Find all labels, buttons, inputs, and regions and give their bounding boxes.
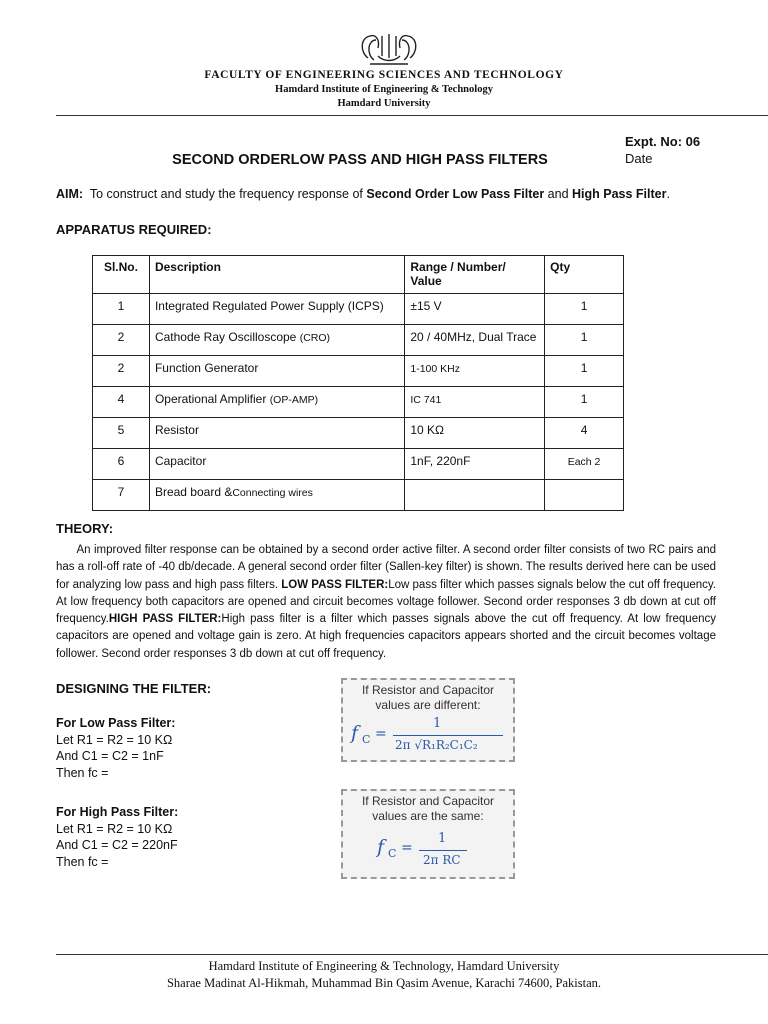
table-cell <box>149 325 404 356</box>
table-cell <box>93 449 150 480</box>
formula-lhs: f <box>377 836 385 858</box>
high-pass-fc: Then fc = <box>56 854 109 869</box>
column-header: Range / Number/ Value <box>405 256 545 294</box>
serial-number: 1 <box>117 299 125 313</box>
item-range: 1nF, 220nF <box>410 454 471 468</box>
table-row <box>93 418 624 449</box>
formula-denominator: 2π √R₁R₂C₁C₂ <box>395 738 478 752</box>
university-crest-logo <box>356 30 422 70</box>
high-pass-design <box>56 804 178 870</box>
high-pass-resistors: Let R1 = R2 = 10 KΩ <box>56 821 173 836</box>
item-range: 1-100 KHz <box>410 363 460 375</box>
item-quantity: 1 <box>580 330 588 344</box>
formula-subscript: C <box>362 733 371 746</box>
table-cell <box>405 418 545 449</box>
item-description-note: (CRO) <box>299 332 331 344</box>
table-row <box>93 356 624 387</box>
table-cell <box>149 449 404 480</box>
low-pass-label: LOW PASS FILTER: <box>281 578 389 591</box>
table-cell <box>405 325 545 356</box>
item-quantity: 1 <box>580 299 588 313</box>
column-header: Qty <box>545 256 624 294</box>
formula-caption-line1: If Resistor and Capacitor <box>361 683 495 697</box>
theory-text-1: An improved filter response can be obtained by a second order active filter. A second order filter consists of two RC pairs and has a roll-off rate of -40 db/decade. A general second order filter (Sallen-key filter) is shown. The results derived here can be used for analyzing low pass and high pass filters. <box>56 544 716 591</box>
column-header: Sl.No. <box>93 256 150 294</box>
item-description: Integrated Regulated Power Supply (ICPS) <box>154 299 384 313</box>
aim-bold-2: High Pass Filter <box>572 187 667 201</box>
header-divider <box>56 115 768 116</box>
apparatus-heading: APPARATUS REQUIRED: <box>56 222 212 237</box>
design-heading: DESIGNING THE FILTER: <box>56 681 212 696</box>
formula-caption-line2: values are the same: <box>372 809 484 823</box>
item-quantity: 4 <box>580 423 588 437</box>
table-cell <box>545 325 624 356</box>
serial-number: 5 <box>117 423 125 437</box>
low-pass-capacitors: And C1 = C2 = 1nF <box>56 749 164 764</box>
theory-text-2: Low pass filter which passes signals below the cut off frequency. At low frequency both capacitors are opened and circuit becomes voltage follower. Second order responses 3 db down at cut off frequency. <box>56 578 717 626</box>
item-description-note: (OP-AMP) <box>269 394 319 406</box>
table-row <box>93 480 624 511</box>
serial-number: 7 <box>117 485 125 499</box>
formula-equals: = <box>375 726 387 742</box>
serial-number: 2 <box>117 361 125 375</box>
table-cell <box>149 387 404 418</box>
table-cell <box>405 294 545 325</box>
date-label: Date <box>625 151 653 166</box>
aim-bold-1: Second Order Low Pass Filter <box>366 187 545 201</box>
table-row <box>93 325 624 356</box>
footer-institute: Hamdard Institute of Engineering & Technology, Hamdard University <box>208 959 560 973</box>
formula-subscript: C <box>388 847 397 860</box>
formula-caption-line2: values are different: <box>375 698 481 712</box>
table-cell <box>93 356 150 387</box>
high-pass-capacitors: And C1 = C2 = 220nF <box>56 838 178 853</box>
fraction-bar <box>393 735 503 736</box>
item-quantity: Each 2 <box>567 456 601 468</box>
formula-numerator: 1 <box>438 831 447 846</box>
university-name: Hamdard University <box>337 98 431 109</box>
fraction-bar <box>419 850 467 851</box>
item-description: Operational Amplifier <box>154 392 270 406</box>
formula-lhs: f <box>351 722 359 744</box>
item-description: Bread board & <box>154 485 233 499</box>
document-title: SECOND ORDERLOW PASS AND HIGH PASS FILTERS <box>172 152 548 168</box>
experiment-number: Expt. No: 06 <box>625 134 701 149</box>
table-cell <box>93 294 150 325</box>
serial-number: 6 <box>117 454 125 468</box>
item-description: Function Generator <box>154 361 259 375</box>
aim-text-2: and <box>544 187 573 201</box>
formula-caption-line1: If Resistor and Capacitor <box>361 794 495 808</box>
table-cell <box>545 418 624 449</box>
item-range: IC 741 <box>410 394 442 406</box>
table-cell <box>405 449 545 480</box>
formula-denominator: 2π RC <box>423 853 461 867</box>
high-pass-label: HIGH PASS FILTER: <box>108 613 222 626</box>
table-cell <box>149 294 404 325</box>
table-cell <box>149 480 404 511</box>
table-row <box>93 294 624 325</box>
table-row <box>93 387 624 418</box>
item-range: 20 / 40MHz, Dual Trace <box>410 330 537 344</box>
theory-paragraph <box>56 542 716 663</box>
item-description: Capacitor <box>154 454 207 468</box>
theory-text-3: High pass filter is a filter which passes signals above the cut off frequency. At low frequency capacitors are opened and voltage gain is zero. At high frequencies capacitors appears shorted and the circuit becomes voltage follower. Second order responses 3 db down at cut off frequency. <box>56 613 716 660</box>
table-cell <box>545 294 624 325</box>
column-header: Description <box>149 256 404 294</box>
table-cell <box>405 480 545 511</box>
serial-number: 2 <box>117 330 125 344</box>
theory-heading: THEORY: <box>56 521 114 536</box>
table-cell <box>93 387 150 418</box>
institution-header <box>0 68 768 111</box>
item-quantity: 1 <box>580 392 588 406</box>
table-cell <box>545 449 624 480</box>
table-cell <box>545 387 624 418</box>
footer <box>0 958 768 992</box>
aim-label: AIM: <box>56 187 84 201</box>
table-cell <box>405 356 545 387</box>
aim-statement <box>56 187 670 201</box>
formula-numerator: 1 <box>433 716 442 731</box>
faculty-name: FACULTY OF ENGINEERING SCIENCES AND TECHNOLOGY <box>204 69 564 81</box>
formula-equals: = <box>401 840 413 856</box>
low-pass-fc: Then fc = <box>56 765 109 780</box>
item-range: ±15 V <box>410 299 442 313</box>
footer-divider <box>56 954 768 955</box>
institute-name: Hamdard Institute of Engineering & Technology <box>275 84 493 95</box>
footer-address: Sharae Madinat Al-Hikmah, Muhammad Bin Qasim Avenue, Karachi 74600, Pakistan. <box>166 976 602 990</box>
item-description-note: Connecting wires <box>232 487 313 499</box>
table-cell <box>93 325 150 356</box>
low-pass-design <box>56 715 175 781</box>
low-pass-design-heading: For Low Pass Filter: <box>56 716 176 730</box>
low-pass-resistors: Let R1 = R2 = 10 KΩ <box>56 732 173 747</box>
table-cell <box>545 480 624 511</box>
high-pass-design-heading: For High Pass Filter: <box>56 805 179 819</box>
table-cell <box>93 418 150 449</box>
aim-text-3: . <box>666 187 670 201</box>
serial-number: 4 <box>117 392 125 406</box>
table-cell <box>93 480 150 511</box>
table-cell <box>149 356 404 387</box>
table-cell <box>545 356 624 387</box>
table-header-row <box>93 256 624 294</box>
table-cell <box>149 418 404 449</box>
item-quantity: 1 <box>580 361 588 375</box>
table-cell <box>405 387 545 418</box>
apparatus-table <box>92 255 624 511</box>
aim-text-1: To construct and study the frequency response of <box>89 187 367 201</box>
item-description: Cathode Ray Oscilloscope <box>154 330 300 344</box>
formula-box-different <box>341 678 515 762</box>
table-row <box>93 449 624 480</box>
item-description: Resistor <box>154 423 199 437</box>
item-range: 10 KΩ <box>410 423 445 437</box>
formula-box-same <box>341 789 515 879</box>
